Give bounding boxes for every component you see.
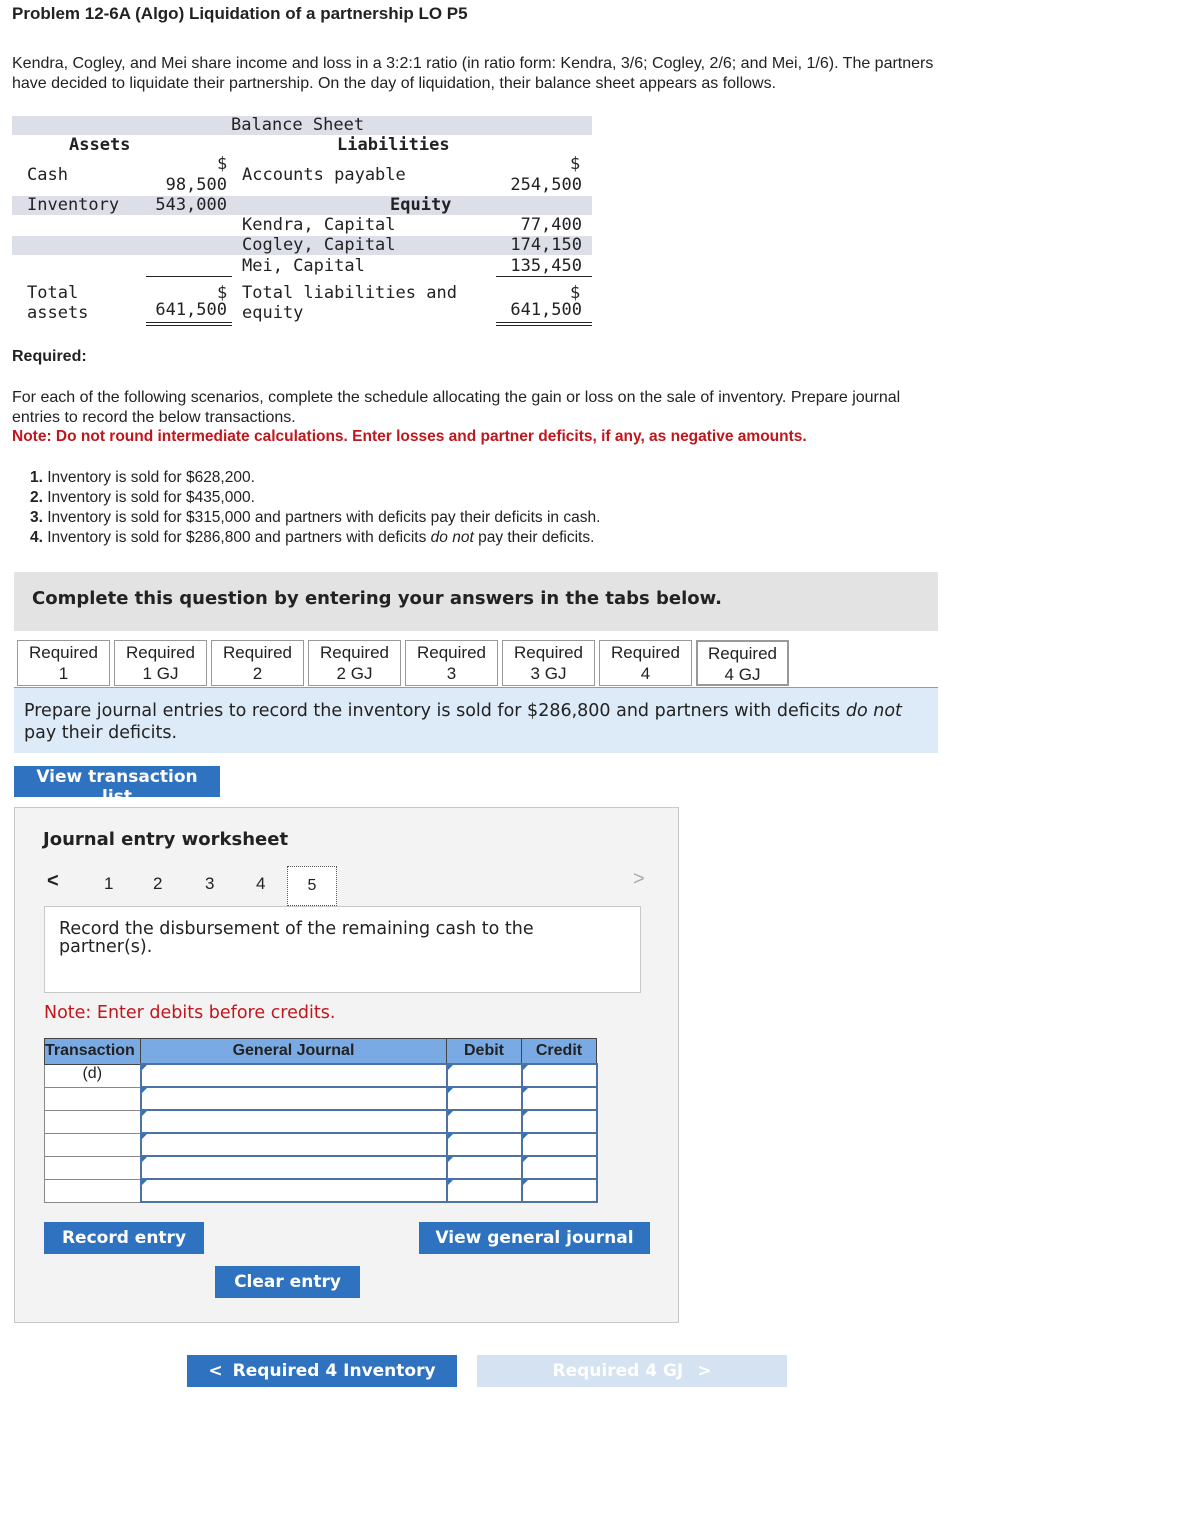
transaction-cell xyxy=(45,1133,141,1156)
table-row xyxy=(45,1179,597,1202)
account-input[interactable] xyxy=(141,1133,447,1156)
equity-subtotal-rule xyxy=(496,276,592,277)
entry-description: Record the disbursement of the remaining cash to the partner(s). xyxy=(44,906,641,993)
col-debit: Debit xyxy=(447,1039,522,1065)
cash-label: Cash xyxy=(27,165,68,185)
tab-required-3[interactable]: Required 3 xyxy=(405,640,498,686)
chevron-right-icon: > xyxy=(697,1361,712,1381)
debits-credits-note: Note: Enter debits before credits. xyxy=(44,1003,336,1023)
transaction-cell xyxy=(45,1110,141,1133)
col-general-journal: General Journal xyxy=(141,1039,447,1065)
account-input[interactable] xyxy=(141,1064,447,1087)
complete-question-banner: Complete this question by entering your answers in the tabs below. xyxy=(14,572,938,631)
list-item: 3. Inventory is sold for $315,000 and partners with deficits pay their deficits in cash. xyxy=(30,509,601,526)
col-transaction: Transaction xyxy=(45,1039,141,1065)
transaction-cell xyxy=(45,1179,141,1202)
list-item: 4. Inventory is sold for $286,800 and partners with deficits do not pay their deficits. xyxy=(30,529,595,546)
pager-next-icon[interactable]: > xyxy=(633,868,645,890)
account-input[interactable] xyxy=(141,1179,447,1202)
accounts-payable-value: 254,500 xyxy=(510,175,582,195)
total-liabilities-equity-value: 641,500 xyxy=(510,300,582,320)
next-required-4-gj-button[interactable]: Required 4 GJ > xyxy=(477,1355,787,1387)
transaction-cell xyxy=(45,1087,141,1110)
col-credit: Credit xyxy=(522,1039,597,1065)
table-row xyxy=(45,1133,597,1156)
list-item: 2. Inventory is sold for $435,000. xyxy=(30,489,255,506)
total-le-dollar: $ xyxy=(570,283,581,303)
problem-intro: Kendra, Cogley, and Mei share income and loss in a 3:2:1 ratio (in ratio form: Kendra, 3/6; Cogley, 2/6; and Mei, 1/6). The partners have decided to liquidate their partnership. On the day of liquidation, their balance sheet appears as follows. xyxy=(12,55,934,92)
tab-required-2-gj[interactable]: Required 2 GJ xyxy=(308,640,401,686)
debit-input[interactable] xyxy=(447,1087,522,1110)
pager-page-1[interactable]: 1 xyxy=(104,874,114,893)
cogley-capital-label: Cogley, Capital xyxy=(242,235,396,255)
debit-input[interactable] xyxy=(447,1064,522,1087)
rounding-note: Note: Do not round intermediate calculations. Enter losses and partner deficits, if any, as negative amounts. xyxy=(12,428,807,445)
inventory-value: 543,000 xyxy=(155,195,227,215)
pager-page-2[interactable]: 2 xyxy=(153,874,163,893)
inventory-label: Inventory xyxy=(27,195,120,215)
total-assets-dollar: $ xyxy=(217,283,228,303)
clear-entry-button[interactable]: Clear entry xyxy=(215,1266,360,1298)
assets-header: Assets xyxy=(69,135,131,155)
debit-input[interactable] xyxy=(447,1110,522,1133)
transaction-id: (d) xyxy=(45,1064,141,1087)
tab-required-3-gj[interactable]: Required 3 GJ xyxy=(502,640,595,686)
pager-prev-icon[interactable]: < xyxy=(47,870,59,892)
transaction-cell xyxy=(45,1156,141,1179)
mei-capital-value: 135,450 xyxy=(510,256,582,276)
required-text: For each of the following scenarios, complete the schedule allocating the gain or loss on the sale of inventory. Prepare journal entries to record the below transactions. xyxy=(12,389,901,426)
tab-required-1-gj[interactable]: Required 1 GJ xyxy=(114,640,207,686)
scenario-list xyxy=(30,468,600,548)
debit-input[interactable] xyxy=(447,1156,522,1179)
total-assets-label: Total xyxy=(27,283,79,303)
tab-required-4[interactable]: Required 4 xyxy=(599,640,692,686)
pager-page-4[interactable]: 4 xyxy=(256,874,266,893)
prev-required-4-inventory-button[interactable]: < Required 4 Inventory xyxy=(187,1355,457,1387)
equity-header: Equity xyxy=(390,195,452,215)
account-input[interactable] xyxy=(141,1087,447,1110)
table-row xyxy=(45,1156,597,1179)
kendra-capital-value: 77,400 xyxy=(520,215,582,235)
credit-input[interactable] xyxy=(522,1064,597,1087)
view-general-journal-button[interactable]: View general journal xyxy=(419,1222,650,1254)
total-assets-label-2: assets xyxy=(27,303,89,323)
general-journal-table xyxy=(44,1038,598,1203)
credit-input[interactable] xyxy=(522,1179,597,1202)
liabilities-header: Liabilities xyxy=(337,135,450,155)
required-label: Required: xyxy=(12,348,87,365)
credit-input[interactable] xyxy=(522,1133,597,1156)
cash-dollar: $ xyxy=(217,154,228,174)
account-input[interactable] xyxy=(141,1156,447,1179)
assets-subtotal-rule xyxy=(146,276,232,277)
chevron-left-icon: < xyxy=(208,1361,223,1381)
assets-total-double-rule xyxy=(146,322,232,326)
credit-input[interactable] xyxy=(522,1110,597,1133)
total-liabilities-equity-label-2: equity xyxy=(242,303,304,323)
problem-title: Problem 12-6A (Algo) Liquidation of a partnership LO P5 xyxy=(12,4,468,23)
view-transaction-list-button[interactable]: View transaction list xyxy=(14,766,220,797)
record-entry-button[interactable]: Record entry xyxy=(44,1222,204,1254)
balance-sheet-title: Balance Sheet xyxy=(231,115,365,135)
tab-required-1[interactable]: Required 1 xyxy=(17,640,110,686)
account-input[interactable] xyxy=(141,1110,447,1133)
accounts-payable-label: Accounts payable xyxy=(242,165,406,185)
kendra-capital-label: Kendra, Capital xyxy=(242,215,396,235)
tab-instruction: Prepare journal entries to record the inventory is sold for $286,800 and partners with deficits do not pay their deficits. xyxy=(14,688,938,753)
credit-input[interactable] xyxy=(522,1087,597,1110)
tab-required-4-gj[interactable]: Required 4 GJ xyxy=(696,640,789,686)
le-total-double-rule xyxy=(496,322,592,326)
debit-input[interactable] xyxy=(447,1179,522,1202)
table-row xyxy=(45,1087,597,1110)
credit-input[interactable] xyxy=(522,1156,597,1179)
total-liabilities-equity-label: Total liabilities and xyxy=(242,283,457,303)
accounts-payable-dollar: $ xyxy=(570,154,581,174)
tab-required-2[interactable]: Required 2 xyxy=(211,640,304,686)
table-row xyxy=(45,1110,597,1133)
cash-value: 98,500 xyxy=(165,175,227,195)
total-assets-value: 641,500 xyxy=(155,300,227,320)
cogley-capital-value: 174,150 xyxy=(510,235,582,255)
list-item: 1. Inventory is sold for $628,200. xyxy=(30,469,255,486)
debit-input[interactable] xyxy=(447,1133,522,1156)
pager-page-3[interactable]: 3 xyxy=(205,874,215,893)
table-row xyxy=(45,1064,597,1087)
pager-page-5-current[interactable]: 5 xyxy=(287,866,337,906)
mei-capital-label: Mei, Capital xyxy=(242,256,365,276)
worksheet-title: Journal entry worksheet xyxy=(43,829,289,850)
